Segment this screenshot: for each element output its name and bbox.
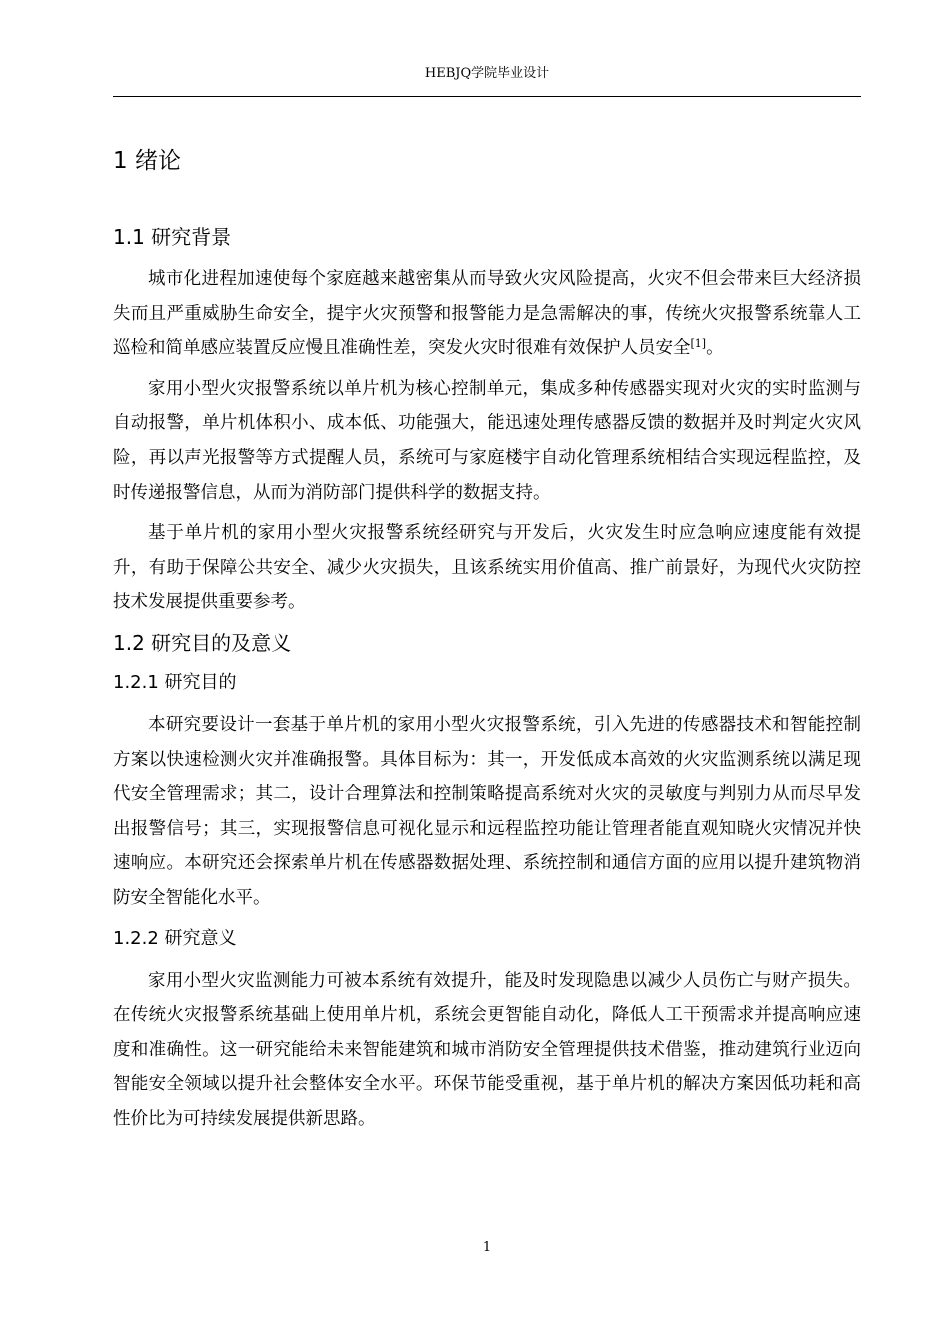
page-number: 1 bbox=[482, 1240, 492, 1255]
significance-paragraph: 家用小型火灾监测能力可被本系统有效提升，能及时发现隐患以减少人员伤亡与财产损失。在传统火灾报警系统基础上使用单片机，系统会更智能自动化，降低人工干预需求并提高响应速度和准确性。这一研究能给未来智能建筑和城市消防安全管理提供技术借鉴，推动建筑行业迈向智能安全领域以提升社会整体安全水平。环保节能受重视，基于单片机的解决方案因低功耗和高性价比为可持续发展提供新思路。 bbox=[113, 970, 861, 1129]
background-paragraph-2: 家用小型火灾报警系统以单片机为核心控制单元，集成多种传感器实现对火灾的实时监测与自动报警，单片机体积小、成本低、功能强大，能迅速处理传感器反馈的数据并及时判定火灾风险，再以声光报警等方式提醒人员，系统可与家庭楼宇自动化管理系统相结合实现远程监控，及时传递报警信息，从而为消防部门提供科学的数据支持。 bbox=[113, 378, 861, 503]
section-heading-background: 1.1 研究背景 bbox=[113, 225, 232, 249]
section-heading-purpose-significance: 1.2 研究目的及意义 bbox=[113, 630, 292, 655]
background-paragraph-3: 基于单片机的家用小型火灾报警系统经研究与开发后，火灾发生时应急响应速度能有效提升，有助于保障公共安全、减少火灾损失，且该系统实用价值高、推广前景好，为现代火灾防控技术发展提供重要参考。 bbox=[113, 523, 861, 613]
subsection-heading-purpose: 1.2.1 研究目的 bbox=[113, 671, 237, 693]
subsection-heading-significance: 1.2.2 研究意义 bbox=[113, 927, 237, 949]
background-paragraph-1 bbox=[113, 262, 861, 366]
page-body bbox=[113, 146, 861, 1142]
paragraph-end: 。 bbox=[706, 338, 724, 359]
chapter-title: 1 绪论 bbox=[113, 148, 181, 174]
paragraph-text: 城市化进程加速使每个家庭越来越密集从而导致火灾风险提高，火灾不但会带来巨大经济损失而且严重威胁生命安全，提宇火灾预警和报警能力是急需解决的事，传统火灾报警系统靠人工巡检和简单感应装置反应慢且准确性差，突发火灾时很难有效保护人员安全 bbox=[113, 269, 861, 359]
citation-reference: [1] bbox=[690, 337, 707, 351]
purpose-paragraph: 本研究要设计一套基于单片机的家用小型火灾报警系统，引入先进的传感器技术和智能控制方案以快速检测火灾并准确报警。具体目标为：其一，开发低成本高效的火灾监测系统以满足现代安全管理需求；其二，设计合理算法和控制策略提高系统对火灾的灵敏度与判别力从而尽早发出报警信号；其三，实现报警信息可视化显示和远程监控功能让管理者能直观知晓火灾情况并快速响应。本研究还会探索单片机在传感器数据处理、系统控制和通信方面的应用以提升建筑物消防安全智能化水平。 bbox=[113, 714, 861, 908]
running-header: HEBJQ学院毕业设计 bbox=[424, 66, 550, 81]
header-rule bbox=[113, 96, 861, 97]
